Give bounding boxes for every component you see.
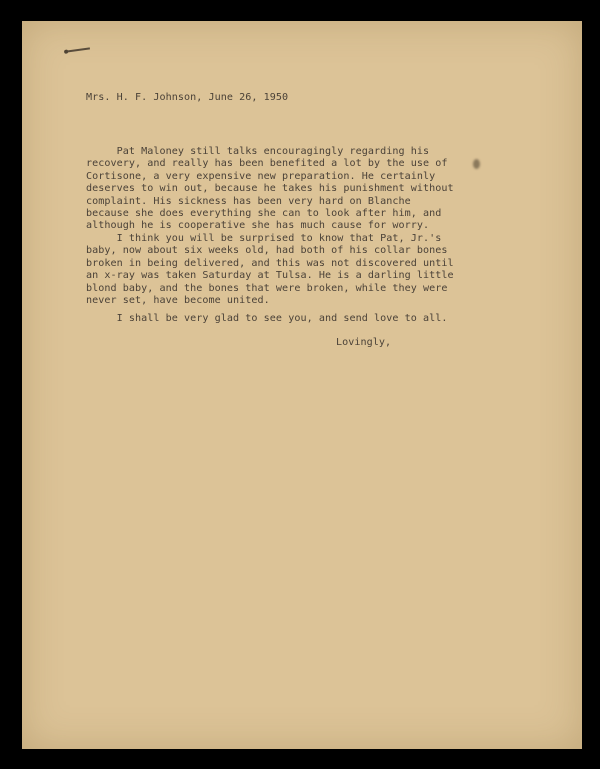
text-line: complaint. His sickness has been very hard on Blanche xyxy=(86,195,411,207)
text-line: although he is cooperative she has much cause for worry. xyxy=(86,220,430,232)
text-line: recovery, and really has been benefited a lot by the use of xyxy=(86,158,448,170)
pin-mark xyxy=(66,47,90,52)
text-line: baby, now about six weeks old, had both of his collar bones xyxy=(86,245,448,257)
letter-closing: Lovingly, xyxy=(336,337,392,348)
letter-heading: Mrs. H. F. Johnson, June 26, 1950 xyxy=(86,92,289,103)
text-line: never set, have become united. xyxy=(86,295,270,307)
text-line: Pat Maloney still talks encouragingly regarding his xyxy=(86,146,430,157)
paragraph-2 xyxy=(86,233,454,307)
paragraph-1 xyxy=(86,146,454,233)
text-line: deserves to win out, because he takes his punishment without xyxy=(86,183,454,195)
text-line: I shall be very glad to see you, and send love to all. xyxy=(86,313,448,324)
text-line: I think you will be surprised to know that Pat, Jr.'s xyxy=(86,233,442,244)
text-line: because she does everything she can to look after him, and xyxy=(86,208,442,220)
text-line: an x-ray was taken Saturday at Tulsa. He is a darling little xyxy=(86,270,454,282)
ink-smudge xyxy=(473,159,480,169)
text-line: Cortisone, a very expensive new preparation. He certainly xyxy=(86,170,436,182)
text-line: broken in being delivered, and this was not discovered until xyxy=(86,257,454,269)
letter-page xyxy=(22,21,582,749)
paragraph-3 xyxy=(86,313,448,325)
text-line: blond baby, and the bones that were broken, while they were xyxy=(86,282,448,294)
